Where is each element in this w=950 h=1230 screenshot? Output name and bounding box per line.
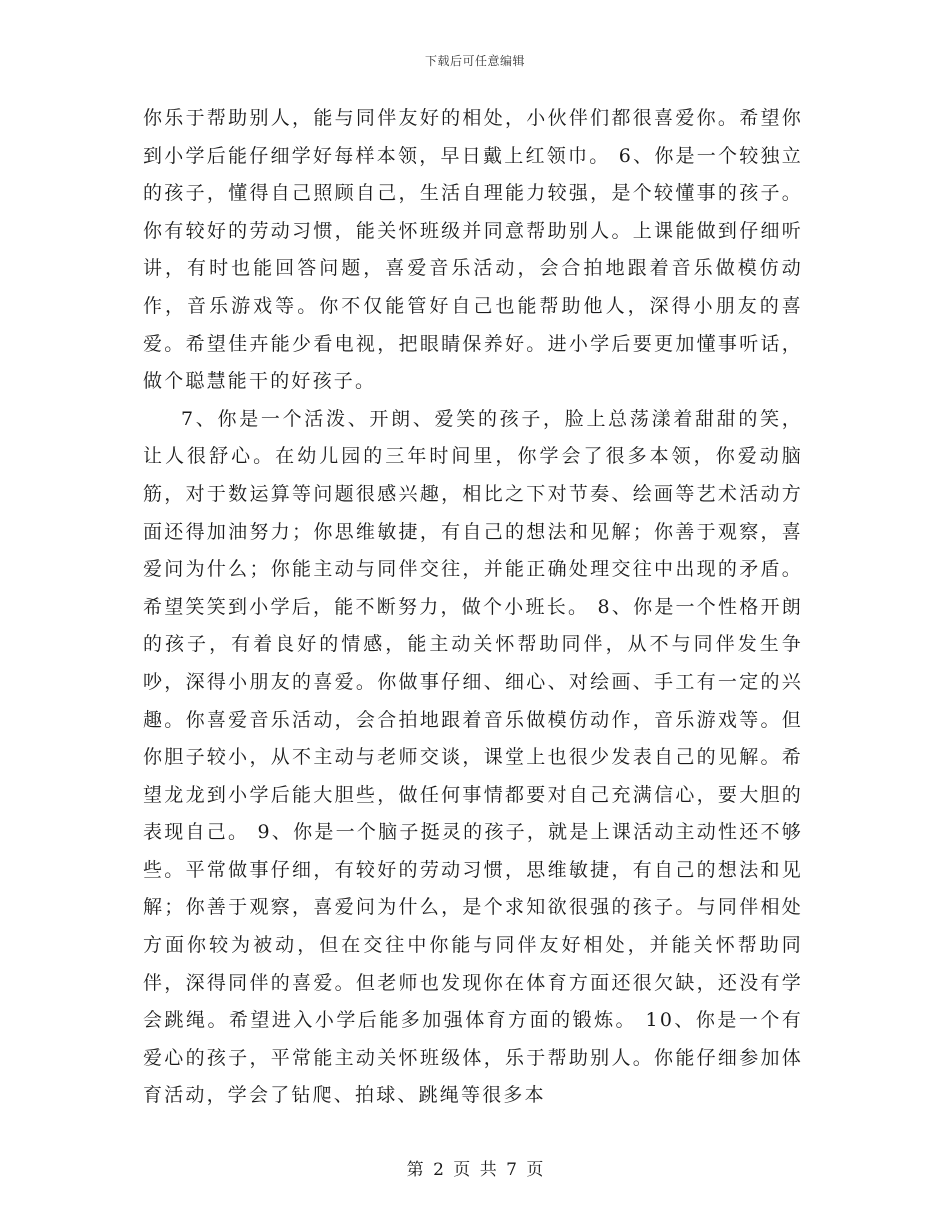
page-number-footer: 第 2 页 共 7 页 [406, 1160, 544, 1180]
body-paragraph: 你乐于帮助别人，能与同伴友好的相处，小伙伴们都很喜爱你。希望你到小学后能仔细学好每样本领，早日戴上红领巾。 6、你是一个较独立的孩子，懂得自己照顾自己，生活自理能力较强，是个较懂事的孩子。你有较好的劳动习惯，能关怀班级并同意帮助别人。上课能做到仔细听讲，有时也能回答问题，喜爱音乐活动，会合拍地跟着音乐做模仿动作，音乐游戏等。你不仅能管好自己也能帮助他人，深得小朋友的喜爱。希望佳卉能少看电视，把眼睛保养好。进小学后要更加懂事听话，做个聪慧能干的好孩子。 [143, 107, 803, 393]
page-header: 下载后可任意编辑 [424, 54, 525, 68]
body-paragraph: 7、你是一个活泼、开朗、爱笑的孩子，脸上总荡漾着甜甜的笑，让人很舒心。在幼儿园的三年时间里，你学会了很多本领，你爱动脑筋，对于数运算等问题很感兴趣，相比之下对节奏、绘画等艺术活动方面还得加油努力；你思维敏捷，有自己的想法和见解；你善于观察，喜爱问为什么；你能主动与同伴交往，并能正确处理交往中出现的矛盾。希望笑笑到小学后，能不断努力，做个小班长。 8、你是一个性格开朗的孩子，有着良好的情感，能主动关怀帮助同伴，从不与同伴发生争吵，深得小朋友的喜爱。你做事仔细、细心、对绘画、手工有一定的兴趣。你喜爱音乐活动，会合拍地跟着音乐做模仿动作，音乐游戏等。但你胆子较小，从不主动与老师交谈，课堂上也很少发表自己的见解。希望龙龙到小学后能大胆些，做任何事情都要对自己充满信心，要大胆的表现自己。 9、你是一个脑子挺灵的孩子，就是上课活动主动性还不够些。平常做事仔细，有较好的劳动习惯，思维敏捷，有自己的想法和见解；你善于观察，喜爱问为什么，是个求知欲很强的孩子。与同伴相处方面你较为被动，但在交往中你能与同伴友好相处，并能关怀帮助同伴，深得同伴的喜爱。但老师也发现你在体育方面还很欠缺，还没有学会跳绳。希望进入小学后能多加强体育方面的锻炼。 10、你是一个有爱心的孩子，平常能主动关怀班级体，乐于帮助别人。你能仔细参加体育活动，学会了钻爬、拍球、跳绳等很多本 [143, 407, 803, 1107]
document-body [143, 100, 803, 1115]
